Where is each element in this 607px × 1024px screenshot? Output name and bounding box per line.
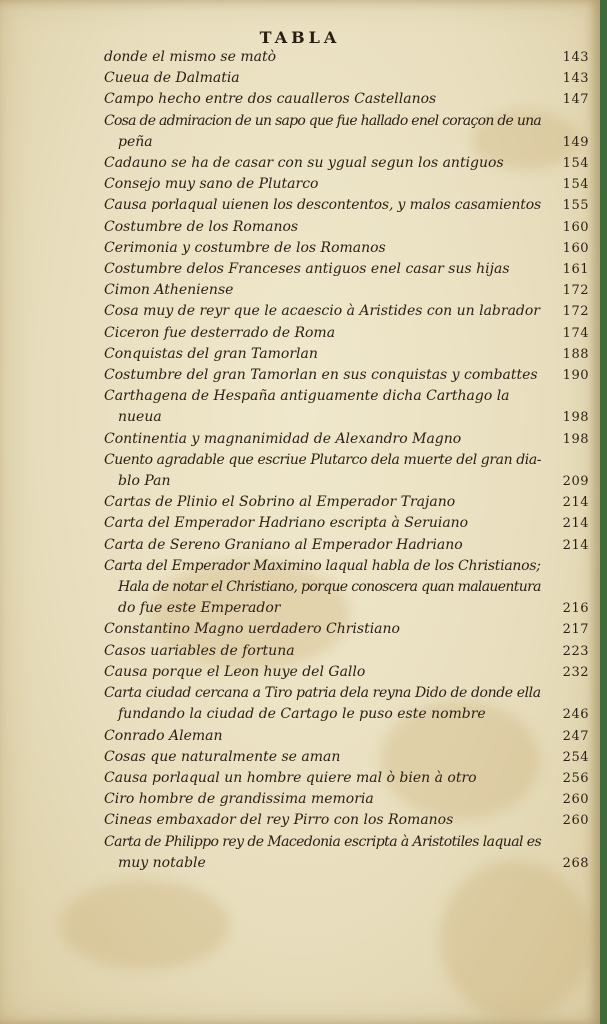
page-heading: TABLA	[259, 28, 341, 47]
entry-text-line: Costumbre del gran Tamorlan en sus conquistas y combattes 190	[104, 365, 599, 386]
entry-page-number: 260	[562, 792, 589, 808]
entry-page-number: 147	[562, 92, 589, 108]
entry-page-number: 143	[562, 50, 589, 65]
entry-page-number: 160	[562, 240, 589, 256]
index-entry	[104, 492, 599, 513]
index-entry	[104, 153, 599, 174]
entry-text-line: Cosas que naturalmente se aman 254	[104, 747, 599, 768]
entry-page-number: 190	[562, 368, 589, 384]
index-entry	[104, 641, 599, 662]
index-entries	[104, 47, 599, 874]
index-entry	[104, 789, 599, 810]
entry-page-number: 214	[562, 537, 589, 553]
index-entry	[104, 832, 599, 874]
entry-text-line: Costumbre de los Romanos 160	[104, 217, 599, 238]
entry-text-line: do fue este Emperador 216	[104, 598, 599, 619]
entry-text-line: Causa porque el Leon huye del Gallo 232	[104, 662, 599, 683]
entry-page-number: 216	[562, 601, 589, 617]
entry-text-line: Cuento agradable que escriue Plutarco dela muerte del gran dia-	[104, 451, 542, 468]
entry-text-line: peña 149	[104, 132, 599, 153]
index-entry	[104, 238, 599, 259]
index-entry	[104, 195, 599, 216]
index-entry	[104, 768, 599, 789]
entry-text-line: fundando la ciudad de Cartago le puso este nombre 246	[104, 704, 599, 725]
index-entry	[104, 513, 599, 534]
index-entry	[104, 450, 599, 492]
index-entry	[104, 301, 599, 322]
entry-page-number: 172	[562, 283, 589, 299]
entry-text-line: Cimon Atheniense 172	[104, 280, 599, 301]
entry-text-line: Continentia y magnanimidad de Alexandro Magno 198	[104, 429, 599, 450]
index-entry	[104, 662, 599, 683]
index-entry	[104, 747, 599, 768]
index-entry	[104, 280, 599, 301]
index-entry	[104, 365, 599, 386]
index-entry	[104, 429, 599, 450]
entry-page-number: 268	[562, 855, 589, 871]
index-entry	[104, 556, 599, 620]
entry-page-number: 214	[562, 516, 589, 532]
index-entry	[104, 535, 599, 556]
entry-text-line: Conrado Aleman 247	[104, 726, 599, 747]
entry-text-line: Consejo muy sano de Plutarco 154	[104, 174, 599, 195]
entry-text-line: Carta del Emperador Hadriano escripta à Seruiano 214	[104, 513, 599, 534]
entry-text-line: Hala de notar el Christiano, porque conoscera quan malauentura	[118, 579, 541, 596]
entry-text-line: Cueua de Dalmatia 143	[104, 68, 599, 89]
index-entry	[104, 89, 599, 110]
entry-text-line: Campo hecho entre dos caualleros Castellanos 147	[104, 89, 599, 110]
entry-text-line: Carta del Emperador Maximino laqual habla de los Christianos;	[104, 557, 541, 574]
entry-text-line: Cosa muy de reyr que le acaescio à Aristides con un labrador 172	[104, 301, 599, 322]
entry-page-number: 188	[562, 346, 589, 362]
entry-text-line: muy notable 268	[104, 853, 599, 874]
entry-text-line: Cartas de Plinio el Sobrino al Emperador Trajano 214	[104, 492, 599, 513]
index-entry	[104, 47, 599, 68]
entry-page-number: 143	[562, 71, 589, 87]
entry-page-number: 154	[562, 177, 589, 193]
entry-text-line: blo Pan 209	[104, 471, 599, 492]
entry-text-line: Causa porlaqual un hombre quiere mal ò bien à otro 256	[104, 768, 599, 789]
entry-page-number: 247	[562, 728, 589, 744]
entry-text-line: Constantino Magno uerdadero Christiano 217	[104, 619, 599, 640]
entry-page-number: 161	[562, 262, 589, 278]
entry-text-line: Carta de Philippo rey de Macedonia escripta à Aristotiles laqual es	[104, 833, 542, 850]
entry-page-number: 160	[562, 219, 589, 235]
entry-page-number: 209	[562, 474, 589, 490]
index-entry	[104, 344, 599, 365]
index-entry	[104, 174, 599, 195]
entry-page-number: 254	[562, 749, 589, 765]
entry-text-line: Cadauno se ha de casar con su ygual segun los antiguos 154	[104, 153, 599, 174]
entry-text-line: nueua 198	[104, 407, 599, 428]
entry-page-number: 217	[562, 622, 589, 638]
entry-text-line: Cosa de admiracion de un sapo que fue hallado enel coraçon de una	[104, 112, 542, 129]
entry-text-line: Carta ciudad cercana a Tiro patria dela reyna Dido de donde ella	[104, 685, 541, 702]
index-entry	[104, 68, 599, 89]
entry-page-number: 223	[562, 643, 589, 659]
entry-page-number: 260	[562, 813, 589, 829]
entry-text-line: Casos uariables de fortuna 223	[104, 641, 599, 662]
entry-text-line: Carthagena de Hespaña antiguamente dicha Carthago la	[104, 388, 510, 405]
index-entry	[104, 217, 599, 238]
entry-page-number: 154	[562, 156, 589, 172]
entry-text-line: Ciceron fue desterrado de Roma 174	[104, 323, 599, 344]
entry-page-number: 246	[562, 707, 589, 723]
entry-text-line: Conquistas del gran Tamorlan 188	[104, 344, 599, 365]
index-entry	[104, 111, 599, 153]
entry-page-number: 198	[562, 431, 589, 447]
entry-page-number: 256	[562, 770, 589, 786]
index-entry	[104, 386, 599, 428]
entry-text-line: Costumbre delos Franceses antiguos enel casar sus hijas 161	[104, 259, 599, 280]
entry-text-line: Cerimonia y costumbre de los Romanos 160	[104, 238, 599, 259]
entry-text-line: Causa porlaqual uienen los descontentos, y malos casamientos 155	[104, 195, 599, 216]
entry-page-number: 172	[562, 304, 589, 320]
index-entry	[104, 259, 599, 280]
entry-page-number: 174	[562, 325, 589, 341]
entry-text-line: donde el mismo se matò 143	[104, 47, 599, 68]
entry-page-number: 149	[562, 134, 589, 150]
entry-page-number: 155	[562, 198, 589, 214]
index-entry	[104, 810, 599, 831]
entry-page-number: 198	[562, 410, 589, 426]
index-entry	[104, 726, 599, 747]
entry-text-line: Carta de Sereno Graniano al Emperador Hadriano 214	[104, 535, 599, 556]
entry-page-number: 232	[562, 664, 589, 680]
entry-text-line: Ciro hombre de grandissima memoria 260	[104, 789, 599, 810]
index-entry	[104, 323, 599, 344]
entry-page-number: 214	[562, 495, 589, 511]
entry-text-line: Cineas embaxador del rey Pirro con los Romanos 260	[104, 810, 599, 831]
index-entry	[104, 619, 599, 640]
index-entry	[104, 683, 599, 725]
